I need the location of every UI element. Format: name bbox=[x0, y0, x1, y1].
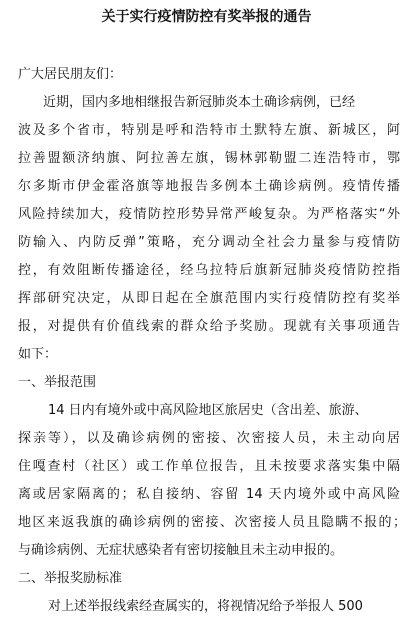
intro-line-10: 如下： bbox=[18, 347, 58, 362]
intro-line-4: 尔多斯市伊金霍洛旗等地报告多例本土确诊病例。疫情传播 bbox=[18, 179, 400, 194]
greeting: 广大居民朋友们： bbox=[18, 67, 123, 82]
section-2-line-1: 对上述举报线索经查属实的，将视情况给予举报人 500 bbox=[48, 599, 363, 614]
section-1-line-5: 地区来返我旗的确诊病例的密接、次密接人员且隐瞒不报的； bbox=[18, 515, 406, 530]
intro-line-8: 挥部研究决定，从即日起在全旗范围内实行疫情防控有奖举 bbox=[18, 291, 400, 306]
section-1-line-4: 离或居家隔离的；私自接纳、容留 14 天内境外或中高风险 bbox=[18, 487, 400, 502]
intro-line-5: 风险持续加大，疫情防控形势异常严峻复杂。为严格落实“外 bbox=[18, 207, 400, 222]
intro-line-3: 拉善盟额济纳旗、阿拉善左旗，锡林郭勒盟二连浩特市，鄂 bbox=[18, 151, 400, 166]
section-2-heading: 二、举报奖励标准 bbox=[18, 571, 123, 586]
section-1-heading: 一、举报范围 bbox=[18, 375, 97, 390]
section-1-line-1: 14 日内有境外或中高风险地区旅居史（含出差、旅游、 bbox=[48, 403, 368, 418]
document-title: 关于实行疫情防控有奖举报的通告 bbox=[101, 9, 312, 25]
intro-line-7: 控，有效阻断传播途径，经乌拉特后旗新冠肺炎疫情防控指 bbox=[18, 263, 400, 278]
section-1-line-6: 与确诊病例、无症状感染者有密切接触且未主动申报的。 bbox=[18, 543, 344, 558]
intro-line-1: 近期，国内多地相继报告新冠肺炎本土确诊病例，已经 bbox=[43, 95, 356, 110]
section-1-line-2: 探亲等），以及确诊病例的密接、次密接人员，未主动向居 bbox=[18, 431, 400, 446]
section-1-line-3: 住嘎查村（社区）或工作单位报告，且未按要求落实集中隔 bbox=[18, 459, 400, 474]
intro-line-2: 波及多个省市，特别是呼和浩特市土默特左旗、新城区，阿 bbox=[18, 123, 400, 138]
intro-line-9: 报，对提供有价值线索的群众给予奖励。现就有关事项通告 bbox=[18, 319, 400, 334]
intro-line-6: 防输入、内防反弹”策略，充分调动全社会力量参与疫情防 bbox=[18, 235, 400, 250]
